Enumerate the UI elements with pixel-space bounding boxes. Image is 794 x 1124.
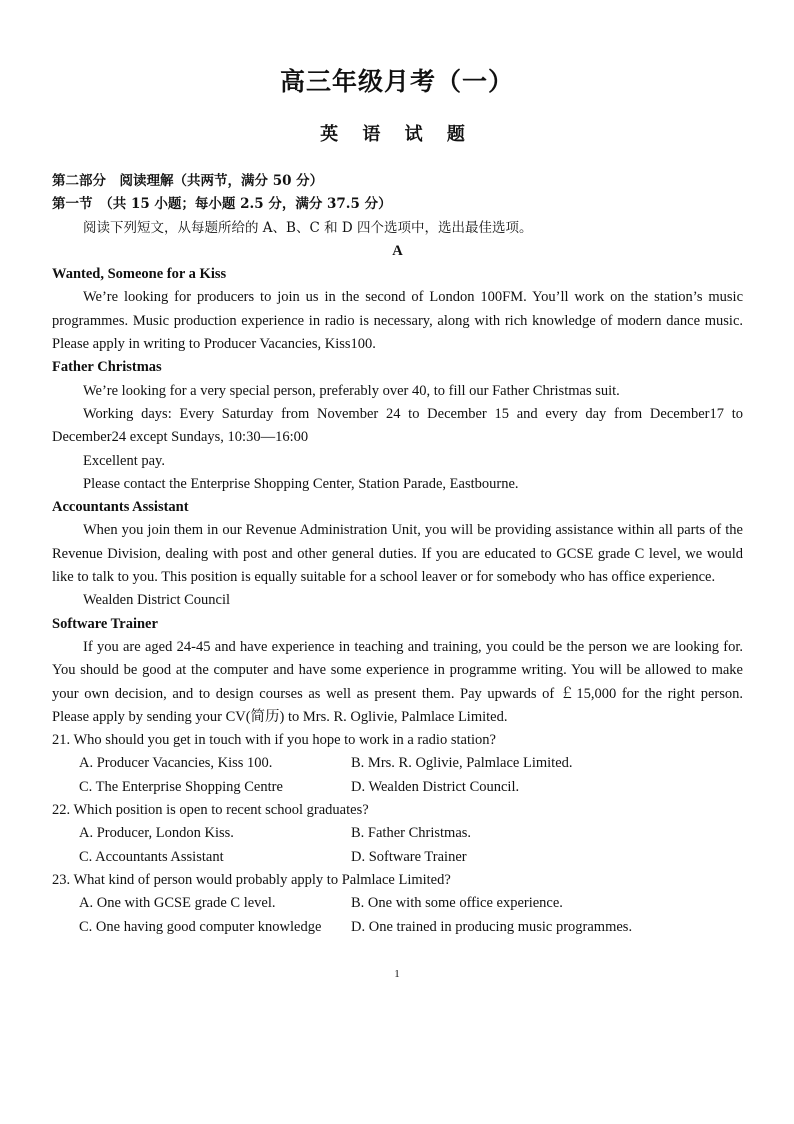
options-22-row-2 xyxy=(52,846,743,869)
question-21: 21. Who should you get in touch with if you hope to work in a radio station? xyxy=(52,732,496,749)
option-21-c: C. The Enterprise Shopping Centre xyxy=(79,778,283,795)
option-23-b: B. One with some office experience. xyxy=(351,895,563,912)
page-number: 1 xyxy=(394,968,400,980)
part-heading: 第二部分 阅读理解（共两节，满分 50 分） xyxy=(52,173,324,189)
question-22: 22. Which position is open to recent school graduates? xyxy=(52,802,369,819)
option-21-b: B. Mrs. R. Oglivie, Palmlace Limited. xyxy=(351,755,573,772)
ad-text-kiss: We’re looking for producers to join us in the second of London 100FM. You’ll work on the station’s music programmes. Music production experience in radio is necessary, along with rich knowledge of modern dance music. Please apply in writing to Producer Vacancies, Kiss100. xyxy=(52,289,743,353)
ad-text-software: If you are aged 24-45 and have experience in teaching and training, you could be the person we are looking for. You should be good at the computer and have some experience in programme writing. You will be allowed to make your own decision, and to design courses as well as present them. Pay upwards of ￡15,000 for the right person. Please apply by sending your CV(简历) to Mrs. R. Oglivie, Palmlace Limited. xyxy=(52,638,743,725)
ad-heading-accountants: Accountants Assistant xyxy=(52,499,189,516)
options-22-row-1 xyxy=(52,822,743,845)
ad-heading-kiss: Wanted, Someone for a Kiss xyxy=(52,266,227,283)
option-22-d: D. Software Trainer xyxy=(351,848,467,865)
option-21-d: D. Wealden District Council. xyxy=(351,778,520,795)
options-23-row-2 xyxy=(52,916,743,939)
option-22-c: C. Accountants Assistant xyxy=(79,848,224,865)
ad-heading-software: Software Trainer xyxy=(52,615,158,632)
exam-body xyxy=(52,170,743,939)
ad-text-father-2: Working days: Every Saturday from November 24 to December 15 and every day from December17 to December24 except Sundays, 10:30—16:00 xyxy=(52,405,743,446)
ad-text-father-4: Please contact the Enterprise Shopping Center, Station Parade, Eastbourne. xyxy=(83,475,519,492)
options-21-row-2 xyxy=(52,776,743,799)
option-22-a: A. Producer, London Kiss. xyxy=(79,825,234,842)
question-23: 23. What kind of person would probably apply to Palmlace Limited? xyxy=(52,871,451,888)
page-title: 高三年级月考（一） xyxy=(279,67,514,96)
ad-text-father-3: Excellent pay. xyxy=(83,452,165,469)
ad-heading-father-christmas: Father Christmas xyxy=(52,359,162,376)
ad-text-council: Wealden District Council xyxy=(83,592,231,609)
options-21-row-1 xyxy=(52,752,743,775)
section-heading: 第一节 （共 15 小题；每小题 2.5 分，满分 37.5 分） xyxy=(52,196,392,213)
option-23-d: D. One trained in producing music programmes. xyxy=(351,918,633,935)
option-23-a: A. One with GCSE grade C level. xyxy=(79,895,276,912)
instruction: 阅读下列短文，从每题所给的 A、B、C 和 D 四个选项中，选出最佳选项。 xyxy=(83,219,533,236)
page-subtitle: 英 语 试 题 xyxy=(320,124,474,145)
option-21-a: A. Producer Vacancies, Kiss 100. xyxy=(79,755,273,772)
option-23-c: C. One having good computer knowledge xyxy=(79,918,322,935)
passage-label: A xyxy=(392,242,403,259)
option-22-b: B. Father Christmas. xyxy=(351,825,472,842)
ad-text-father-1: We’re looking for a very special person, preferably over 40, to fill our Father Christmas suit. xyxy=(83,382,620,399)
options-23-row-1 xyxy=(52,892,743,915)
ad-text-accountants: When you join them in our Revenue Administration Unit, you will be providing assistance within all parts of the Revenue Division, dealing with post and other general duties. If you are educated to GCSE grade C level, we would like to talk to you. This position is equally suitable for a school leaver or for somebody who has office experience. xyxy=(52,522,743,586)
